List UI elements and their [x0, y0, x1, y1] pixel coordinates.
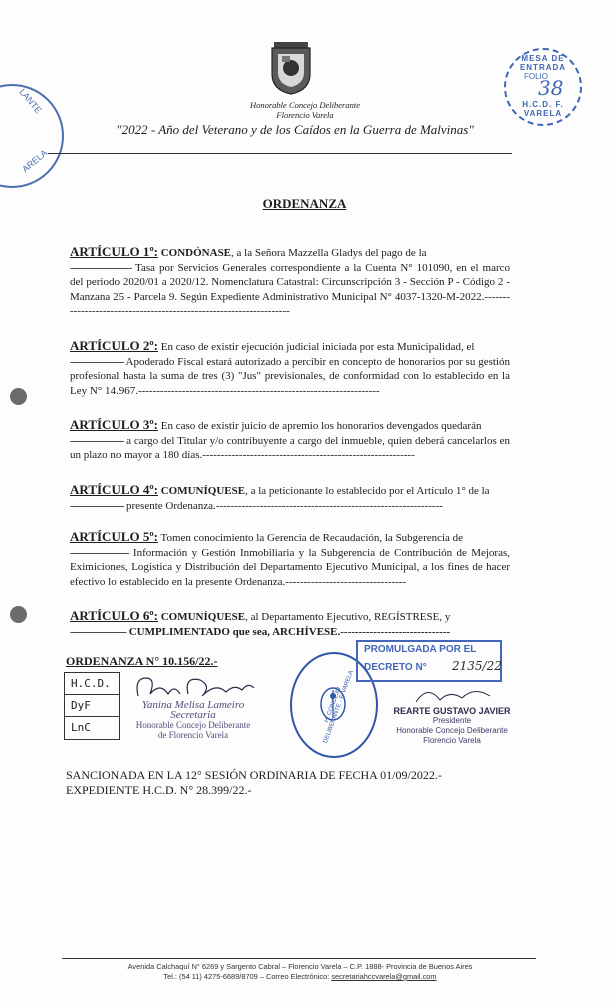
article-text: , a la Señora Mazzella Gladys del pago de la	[231, 247, 427, 259]
secretaria-role: Secretaria	[170, 709, 216, 721]
article-dash: -----------------------	[70, 261, 132, 274]
article-text: En caso de existir juicio de apremio los honorarios devengados quedarán	[160, 420, 482, 432]
article-continuation: Apoderado Fiscal estará autorizado a percibir en concepto de honorarios por su gestión profesional hasta la suma de tres (3) "Jus" previsionales, de conformidad con lo establecido en la Ley N° 14.967.------------------------------------------------------------------	[70, 355, 510, 397]
article-dash: --------------------	[70, 434, 124, 447]
article-4	[70, 483, 510, 513]
presidente-org: Honorable Concejo Deliberante	[396, 726, 508, 735]
institution-city: Florencio Varela	[276, 110, 334, 120]
expediente-number: EXPEDIENTE H.C.D. N° 28.399/22.-	[66, 783, 252, 797]
article-dash: --------------------	[70, 355, 124, 368]
municipal-crest-icon	[268, 40, 314, 96]
article-dash: ---------------------	[70, 625, 126, 638]
footer-phone: Tel.: (54 11) 4275-6689/8709 – Correo Electrónico:	[163, 972, 332, 981]
article-2	[70, 339, 510, 398]
article-continuation: Tasa por Servicios Generales correspondiente a la Cuenta N° 101090, en el marco del periodo 2020/01 a 2020/12. Nomenclatura Catastral: Circunscripción 3 - Sección P - Código 2 - Manzana 25 - Parcela 9. Según Expediente Administrativo Municipal N° 4037-1320-M-2022.-------------------------------------------------------------------	[70, 261, 510, 318]
article-text: Tomen conocimiento la Gerencia de Recaudación, la Subgerencia de	[160, 532, 464, 544]
footer-email-link[interactable]: secretariahccvarela@gmail.com	[331, 972, 437, 981]
presidente-role: Presidente	[432, 716, 472, 725]
footer-address: Avenida Calchaquí N° 6269 y Sargento Cabral – Florencio Varela – C.P. 1888- Provincia de Buenos Aires	[127, 962, 473, 971]
year-motto: "2022 - Año del Veterano y de los Caídos en la Guerra de Malvinas"	[116, 122, 474, 137]
folio-stamp-bottom: H.C.D. F. VARELA	[522, 100, 564, 118]
secretaria-name: Yanina Melisa Lameiro	[141, 699, 245, 711]
article-text: En caso de existir ejecución judicial iniciada por esta Municipalidad, el	[160, 341, 475, 353]
hcd-box-cell: LnC	[71, 721, 91, 734]
hcd-box-cell: H.C.D.	[65, 673, 119, 695]
article-continuation: CUMPLIMENTADO que sea, ARCHÍVESE.------------------------------	[128, 625, 451, 638]
institution-name: Honorable Concejo Deliberante	[249, 100, 360, 110]
left-stamp-text: LANTE	[17, 86, 44, 116]
decree-number: 2135/22	[452, 659, 502, 673]
folio-stamp	[504, 48, 582, 126]
article-lead: COMUNÍQUESE	[160, 485, 246, 497]
folio-stamp-top: MESA DE ENTRADA	[519, 54, 567, 72]
footer	[60, 962, 540, 982]
left-stamp-text: ARELA	[20, 147, 50, 175]
document-title: ORDENANZA	[262, 196, 347, 211]
article-dash: --------------------	[70, 499, 124, 512]
ordinance-number	[66, 654, 217, 669]
article-label: ARTÍCULO 1º:	[70, 244, 158, 259]
left-stamp-seal	[0, 84, 64, 188]
promulgated-line-1: PROMULGADA POR EL	[364, 644, 477, 655]
article-text: , a la peticionante lo establecido por el Artículo 1° de la	[245, 485, 490, 497]
presidente-signature	[410, 682, 500, 708]
presidente-block	[392, 706, 512, 746]
sanction-date: SANCIONADA EN LA 12° SESIÓN ORDINARIA DE FECHA 01/09/2022.-	[66, 768, 442, 782]
hcd-routing-box	[64, 672, 120, 740]
header-divider	[48, 153, 512, 154]
secretaria-org: Honorable Concejo Deliberante	[135, 720, 251, 730]
article-label: ARTÍCULO 5º:	[70, 529, 158, 544]
secretaria-block	[124, 700, 262, 740]
article-5	[70, 530, 510, 589]
sanction-block	[66, 768, 442, 798]
article-continuation: Información y Gestión Inmobiliaria y la Subgerencia de Contribución de Mejoras, Eximiciones, Logística y Distribución del Departamento Ejecutivo Municipal, a los fines de hacer efectivo lo establecido en la presente Ordenanza.---------------------------------	[70, 546, 511, 588]
footer-divider	[62, 958, 536, 959]
hcd-box-cell: DyF	[65, 695, 119, 717]
secretaria-city: de Florencio Varela	[157, 730, 229, 740]
article-1	[70, 245, 510, 319]
article-label: ARTÍCULO 2º:	[70, 338, 158, 353]
promulgated-stamp	[356, 640, 502, 682]
presidente-city: Florencio Varela	[423, 736, 481, 745]
folio-label: FOLIO	[524, 72, 549, 81]
article-dash: ----------------------	[70, 546, 129, 559]
folio-number: 38	[538, 76, 564, 100]
footer-contact	[60, 972, 540, 982]
article-label: ARTÍCULO 4º:	[70, 482, 158, 497]
article-label: ARTÍCULO 3º:	[70, 417, 158, 432]
seal-text: H. CONCEJO DELIBERANTE · F. VARELA	[322, 670, 355, 745]
article-continuation: a cargo del Titular y/o contribuyente a cargo del inmueble, quien deberá cancelarlos en un plazo no mayor a 180 días.----------------------------------------------------------	[70, 434, 510, 462]
article-continuation: presente Ordenanza.--------------------------------------------------------------	[126, 499, 443, 512]
binder-hole	[10, 606, 27, 623]
article-text: , al Departamento Ejecutivo, REGÍSTRESE, y	[245, 611, 451, 623]
presidente-name: REARTE GUSTAVO JAVIER	[393, 706, 511, 716]
article-6	[70, 609, 510, 639]
promulgated-line-2: DECRETO N°	[364, 662, 427, 673]
ordinance-number-text: ORDENANZA N° 10.156/22.-	[66, 654, 218, 668]
article-lead: COMUNÍQUESE	[160, 611, 246, 623]
binder-hole	[10, 388, 27, 405]
article-3	[70, 418, 510, 463]
article-label: ARTÍCULO 6º:	[70, 608, 158, 623]
article-lead: CONDÓNASE	[160, 247, 232, 259]
